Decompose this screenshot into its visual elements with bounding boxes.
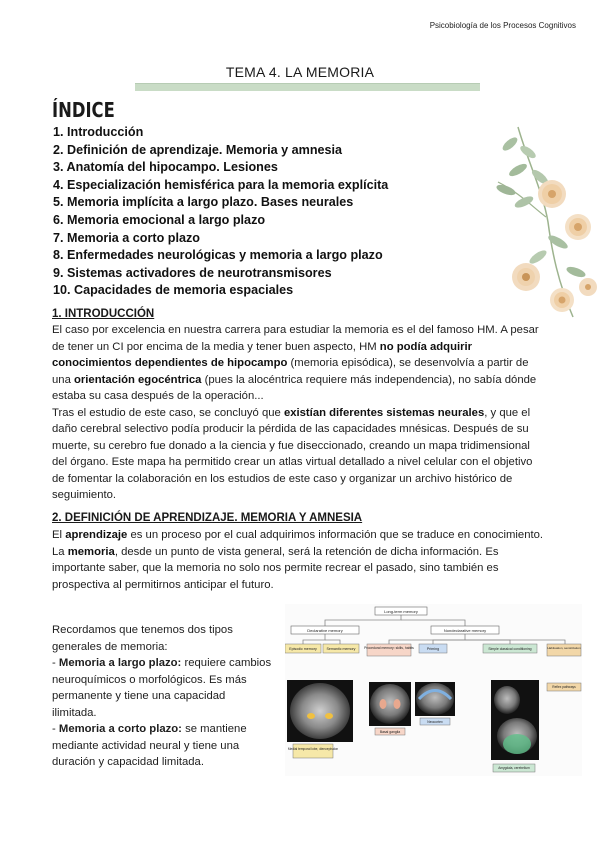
text-line: daño cerebral selectivo podía producir la pérdida de las capacidades mnésicas. Después de su xyxy=(52,423,529,435)
page-header: Psicobiología de los Procesos Cognitivos xyxy=(429,21,576,30)
text-line: mediante actividad neural y tiene una xyxy=(52,739,240,752)
toc-item: 7. Memoria a corto plazo xyxy=(53,230,200,245)
text-line: ilimitada. xyxy=(52,706,97,719)
text-line: de fomentar la colaboración en los estudios de este caso y organizar un archivo histórico de xyxy=(52,472,513,485)
memory-taxonomy-figure xyxy=(285,604,582,776)
figure-basal-label: Basal ganglia xyxy=(379,730,401,734)
figure-priming-label: Priming xyxy=(426,647,440,651)
text-span: La xyxy=(52,545,68,558)
toc-item: 6. Memoria emocional a largo plazo xyxy=(53,212,266,227)
text-line: El caso por excelencia en nuestra carrera para estudiar la memoria es el del famoso HM. A pesar xyxy=(52,324,539,336)
bold-term: no podía adquirir xyxy=(379,340,473,353)
text-line: prospectiva al permitirnos anticipar el futuro. xyxy=(52,578,274,591)
text-span: de tener un CI por encima de la media y tener buen aspecto, HM xyxy=(52,340,380,353)
section-2-body xyxy=(52,527,572,593)
bold-term: Memoria a corto plazo: xyxy=(58,723,182,735)
bold-term: orientación egocéntrica xyxy=(74,373,202,386)
memory-types-text xyxy=(52,622,287,771)
toc-item: 8. Enfermedades neurológicas y memoria a largo plazo xyxy=(53,248,383,263)
index-heading: ÍNDICE xyxy=(52,98,115,122)
text-span: requiere cambios xyxy=(181,657,272,669)
bold-term: memoria xyxy=(67,545,115,558)
section-2-heading: 2. DEFINICIÓN DE APRENDIZAJE. MEMORIA Y AMNESIA xyxy=(52,512,363,524)
text-line: generales de memoria: xyxy=(52,640,168,653)
text-span: (pues la alocéntrica requiere más independencia), no sabía dónde xyxy=(201,373,537,386)
text-line: estaba su casa después de la operación... xyxy=(52,390,264,402)
bold-term: existían diferentes sistemas neurales xyxy=(283,406,485,419)
text-span: se mantiene xyxy=(181,723,247,735)
text-line: importante saber, que la memoria no solo nos permite recrear el pasado, sino también es xyxy=(52,562,499,574)
figure-amygdala-label: Amygdala, cerebellum xyxy=(498,766,530,770)
text-line: duración y capacidad limitada. xyxy=(52,756,204,768)
table-of-contents xyxy=(53,124,388,300)
brain-scan-neocortex-icon xyxy=(415,682,455,716)
text-span: , desde un punto de vista general, será la retención de dicha información. Es xyxy=(114,545,499,558)
toc-item: 10. Capacidades de memoria espaciales xyxy=(53,283,294,298)
text-span: una xyxy=(52,373,74,386)
text-line: seguimiento. xyxy=(52,489,117,501)
brain-scan-basal-ganglia-icon xyxy=(369,682,411,726)
figure-procedural-label: Procedural memory: skills, habits xyxy=(364,646,414,650)
brain-scan-amygdala-icon xyxy=(491,680,539,760)
toc-item: 4. Especialización hemisférica para la memoria explícita xyxy=(53,177,389,192)
text-line: permanente y tiene una capacidad xyxy=(52,690,226,702)
figure-reflex-label: Reflex pathways xyxy=(552,685,576,689)
section-1-heading: 1. INTRODUCCIÓN xyxy=(52,308,155,320)
page-title: TEMA 4. LA MEMORIA xyxy=(225,64,375,80)
text-line: muerte, su cerebro fue donado a la ciencia y fue diseccionado, creando un mapa tridimensional xyxy=(52,439,530,452)
figure-conditioning-label: Simple classical conditioning xyxy=(488,647,532,651)
text-span: - xyxy=(52,657,59,669)
text-span: - xyxy=(52,723,59,735)
figure-root-label: Long-term memory xyxy=(384,609,418,614)
figure-neocortex-label: Neocortex xyxy=(427,720,443,724)
title-underline-bar xyxy=(135,83,480,91)
toc-item: 2. Definición de aprendizaje. Memoria y amnesia xyxy=(53,142,343,157)
memory-taxonomy-diagram xyxy=(285,604,582,776)
figure-declarative-label: Declarative memory xyxy=(307,628,343,633)
bold-term: conocimientos dependientes de hipocampo xyxy=(52,357,288,369)
text-span: El xyxy=(52,529,66,541)
text-span: Tras el estudio de este caso, se concluyó que xyxy=(52,406,284,419)
text-line: Recordamos que tenemos dos tipos xyxy=(52,624,233,636)
toc-item: 5. Memoria implícita a largo plazo. Bases neurales xyxy=(53,195,354,210)
bold-term: Memoria a largo plazo: xyxy=(58,657,182,669)
figure-mtl-label: Medial temporal lobe, diencephalon xyxy=(287,747,339,751)
figure-episodic-label: Episodic memory xyxy=(289,647,317,651)
text-line: neuroquímicos o morfológicos. Es más xyxy=(52,673,247,686)
figure-habituation-label: Habituation, sensitization xyxy=(547,646,581,650)
text-span: es un proceso por el cual adquirimos información que se traduce en conocimiento. xyxy=(127,529,544,541)
figure-nondeclarative-label: Nondeclarative memory xyxy=(443,628,487,633)
section-1-body xyxy=(52,322,572,504)
figure-semantic-label: Semantic memory xyxy=(326,647,356,651)
brain-scan-mtl-icon xyxy=(287,680,353,742)
text-span: (memoria episódica), se desenvolvía a partir de xyxy=(287,357,529,369)
text-span: , y que el xyxy=(484,406,531,419)
toc-item: 3. Anatomía del hipocampo. Lesiones xyxy=(53,160,278,175)
floral-decoration-icon xyxy=(488,122,598,322)
toc-item: 1. Introducción xyxy=(53,125,144,139)
bold-term: aprendizaje xyxy=(65,529,128,541)
text-line: del órgano. Este mapa ha permitido crear un atlas virtual detallado a nivel celular con el objetivo xyxy=(52,456,533,468)
toc-item: 9. Sistemas activadores de neurotransmisores xyxy=(53,265,332,280)
